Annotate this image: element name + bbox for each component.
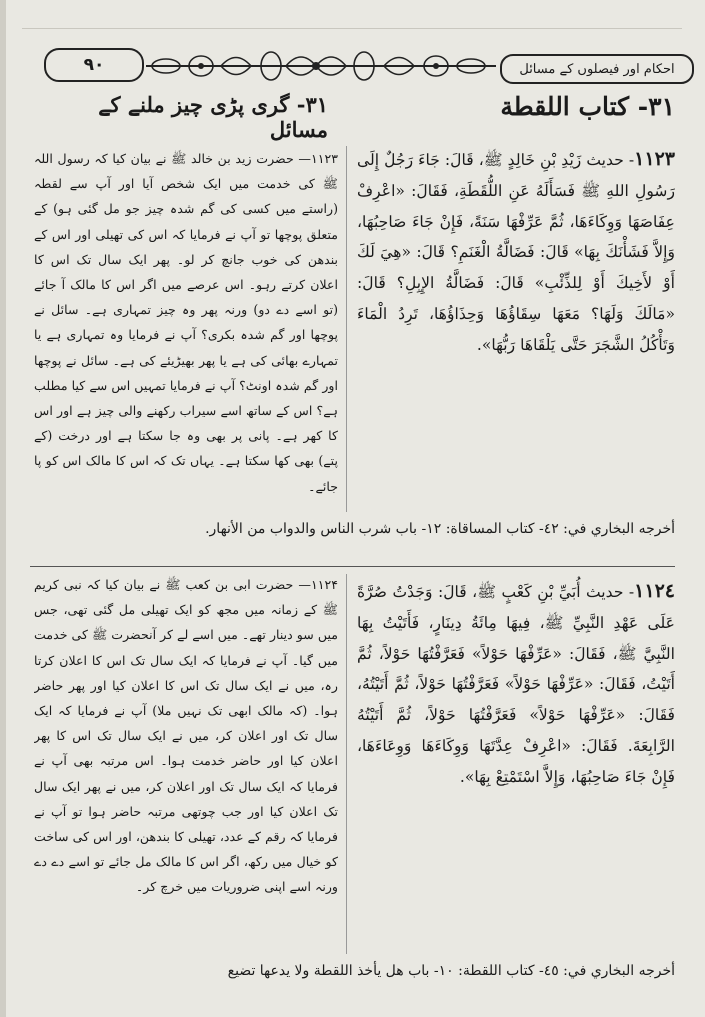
- header-ornament: [146, 44, 496, 88]
- translation-number: ۱۱۲۳: [310, 151, 338, 166]
- hadith-number: ١١٢٤: [634, 580, 675, 602]
- translation-number: ۱۱۲۴: [310, 577, 338, 592]
- page-header: [34, 42, 694, 90]
- arabic-chapter-heading: ٣١- كتاب اللقطة: [500, 92, 675, 121]
- translation-text: — حضرت ابی بن کعب ﷺ نے بیان کیا کہ نبی کریم ﷺ کے زمانہ میں مجھ کو ایک تھیلی مل گئی تھی، جس میں سو دینار تھے۔ میں اسے لے کر آنحضرت ﷺ کی خدمت میں گیا۔ آپ نے فرمایا کہ ایک سال تک اس کا اعلان کرتا رہ، میں نے ایک سال تک اس کا اعلان کیا اور پھر حاضر ہوا۔ (کہ مالک ابھی تک نہیں ملا) آپ نے فرمایا کہ ایک سال تک اور اعلان کر، میں نے ایک سال تک اس کا پھر اعلان کیا اور حاضر خدمت ہوا۔ اس مرتبہ بھی آپ نے فرمایا کہ ایک سال تک اور اعلان کر، میں نے پھر ایک سال تک اعلان کیا اور جب چوتھی مرتبہ حاضر ہوا تو آپ نے فرمایا کہ رقم کے عدد، تھیلی کا بندھن، اور اس کی ساخت کو خیال میں رکھ، اگر اس کا مالک مل جائے تو اسے دے دے ورنہ اسے اپنی ضروریات میں خرچ کر۔: [34, 577, 338, 895]
- urdu-chapter-heading: ٣١- گری پڑی چیز ملنے کے مسائل: [98, 92, 328, 142]
- hadith-text: - حديث زَيْدِ بْنِ خَالِدٍ ﷺ، قَالَ: جَاءَ رَجُلٌ إِلَى رَسُولِ اللهِ ﷺ فَسَأَلَهُ عَنِ اللُّقَطَةِ، فَقَالَ: «اعْرِفْ عِفَاصَهَا وَوِكَاءَهَا، ثُمَّ عَرِّفْهَا سَنَةً، فَإِنْ جَاءَ صَاحِبُهَا، وَإِلاَّ فَشَأْنَكَ بِهَا» قَالَ: فَضَالَّةُ الْغَنَمِ؟ قَالَ: «هِيَ لَكَ أَوْ لأَخِيكَ أَوْ لِلذِّئْبِ» قَالَ: فَضَالَّةُ الإِبِلِ؟ قَالَ: «مَالَكَ وَلَهَا؟ مَعَهَا سِقَاؤُهَا وَحِذَاؤُهَا، تَرِدُ الْمَاءَ وَتَأْكُلُ الشَّجَرَ حَتَّى يَلْقَاهَا رَبُّهَا».: [357, 151, 675, 354]
- translation-text: — حضرت زید بن خالد ﷺ نے بیان کیا کہ رسول اللہ ﷺ کی خدمت میں ایک شخص آیا اور آپ سے لقطہ (راستے میں کسی کی گم شدہ چیز جو مل گئی ہو) کے متعلق پوچھا تو آپ نے فرمایا کہ اس کی تھیلی اور اس کے بندھن کی خوب جانچ کر لو۔ پھر ایک سال تک اس کا اعلان کرتے رہو۔ اس عرصے میں اگر اس کا مالک آ جائے (تو اسے دے دو) ورنہ پھر وہ چیز تمہاری ہے۔ سائل نے پوچھا اور گم شدہ بکری؟ آپ نے فرمایا وہ تمہاری ہے یا تمہارے بھائی کی ہے یا پھر بھیڑیئے کی ہے۔ سائل نے پوچھا اور گم شدہ اونٹ؟ آپ نے فرمایا تمہیں اس سے کیا مطلب ہے؟ اس کے ساتھ اسے سیراب رکھنے والی چیز ہے اور اس کا کھر ہے۔ پانی پر بھی وہ جا سکتا ہے اور درخت (کے پتے) بھی کھا سکتا ہے۔ یہاں تک کہ اس کا مالک اس کو پا جائے۔: [34, 151, 338, 494]
- running-title: احکام اور فیصلوں کے مسائل: [500, 54, 694, 84]
- hadith-number: ١١٢٣: [634, 148, 675, 170]
- page-edge-shadow: [0, 0, 6, 1017]
- scan-line: [22, 28, 682, 29]
- column-divider: [346, 574, 347, 954]
- hadith-reference-1124: أخرجه البخاري في: ٤٥- كتاب اللقطة: ١٠- باب هل يأخذ اللقطة ولا يدعها تضيع: [227, 963, 675, 979]
- arabic-hadith-1123: [357, 144, 675, 512]
- urdu-translation-1123: [34, 146, 338, 510]
- hadith-reference-1123: أخرجه البخاري في: ٤٢- كتاب المساقاة: ١٢- باب شرب الناس والدواب من الأنهار.: [205, 521, 675, 537]
- page-number: ۹۰: [44, 48, 144, 82]
- hadith-text: - حديث أُبَيِّ بْنِ كَعْبٍ ﷺ، قَالَ: وَجَدْتُ صُرَّةً عَلَى عَهْدِ النَّبِيِّ ﷺ، فِيهَا مِائَةُ دِينَارٍ، فَأَتَيْتُ بِهَا النَّبِيَّ ﷺ، فَقَالَ: «عَرِّفْهَا حَوْلاً» فَعَرَّفْتُهَا حَوْلاً، ثُمَّ أَتَيْتُ، فَقَالَ: «عَرِّفْهَا حَوْلاً» فَعَرَّفْتُهَا حَوْلاً، ثُمَّ أَتَيْتُهُ، فَقَالَ: «عَرِّفْهَا حَوْلاً» فَعَرَّفْتُهَا حَوْلاً، ثُمَّ أَتَيْتُهُ الرَّابِعَةَ. فَقَالَ: «اعْرِفْ عِدَّتَهَا وَوِكَاءَهَا وَوِعَاءَهَا، فَإِنْ جَاءَ صَاحِبُهَا، وَإِلاَّ اسْتَمْتِعْ بِهَا».: [357, 583, 675, 786]
- column-divider: [346, 146, 347, 512]
- arabic-hadith-1124: [357, 576, 675, 952]
- urdu-translation-1124: [34, 572, 338, 954]
- section-divider: [30, 566, 675, 567]
